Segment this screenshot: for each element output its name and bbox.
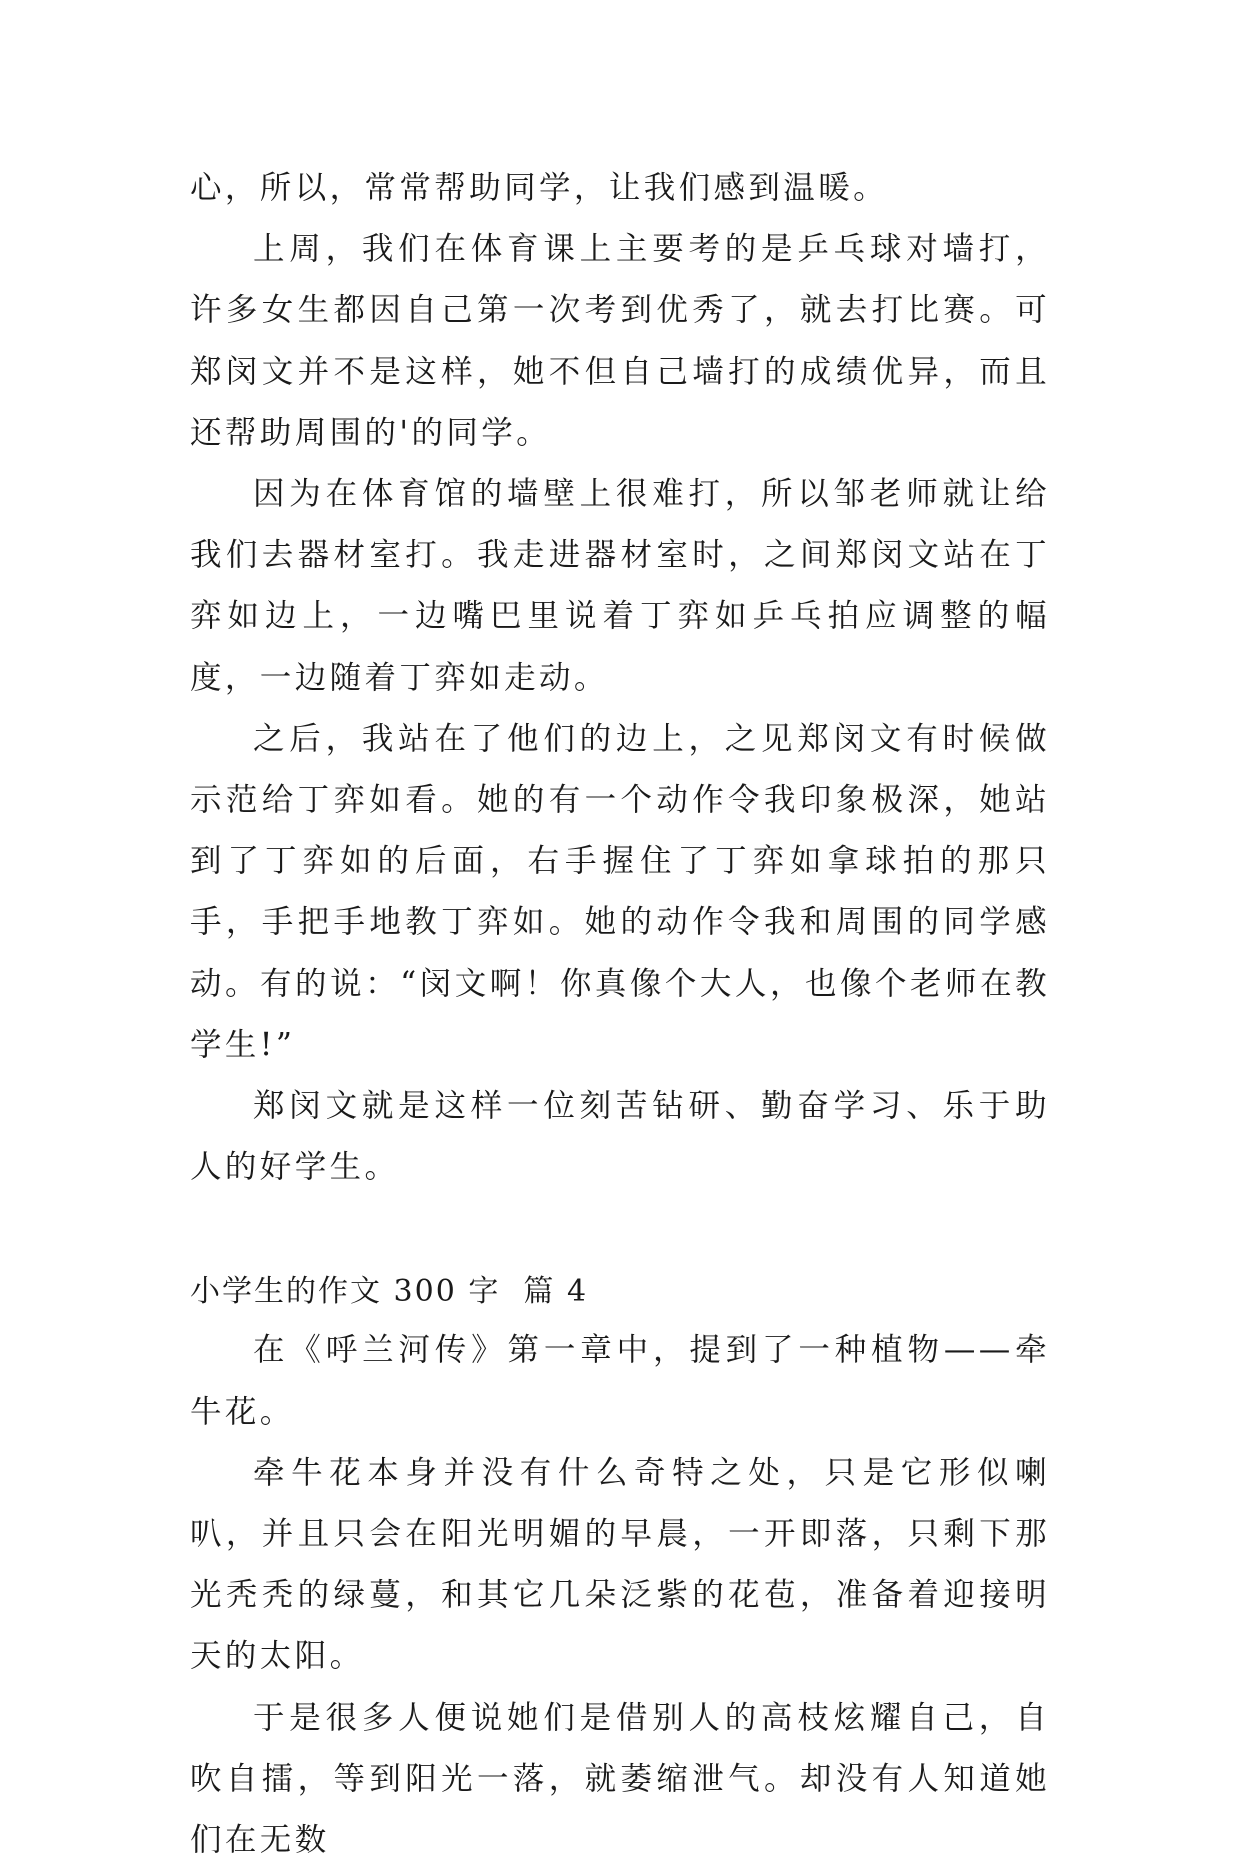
- paragraph: 在《呼兰河传》第一章中，提到了一种植物——牵牛花。: [190, 1332, 1050, 1430]
- paragraph: 上周，我们在体育课上主要考的是乒乓球对墙打，许多女生都因自己第一次考到优秀了，就去打比赛。可郑闵文并不是这样，她不但自己墙打的成绩优异，而且还帮助周围的'的同学。: [190, 231, 1050, 451]
- section-heading: 小学生的作文 300 字 篇 4: [190, 1274, 589, 1310]
- document-body: [190, 158, 1050, 1871]
- paragraph: 因为在体育馆的墙壁上很难打，所以邹老师就让给我们去器材室打。我走进器材室时，之间郑闵文站在丁弈如边上，一边嘴巴里说着丁弈如乒乓拍应调整的幅度，一边随着丁弈如走动。: [190, 476, 1050, 696]
- paragraph: 牵牛花本身并没有什么奇特之处，只是它形似喇叭，并且只会在阳光明媚的早晨，一开即落，只剩下那光秃秃的绿蔓，和其它几朵泛紫的花苞，准备着迎接明天的太阳。: [190, 1454, 1050, 1675]
- paragraph: 于是很多人便说她们是借别人的高枝炫耀自己，自吹自擂，等到阳光一落，就萎缩泄气。却没有人知道她们在无数: [190, 1699, 1050, 1859]
- paragraph: 心，所以，常常帮助同学，让我们感到温暖。: [190, 170, 889, 206]
- paragraph: 郑闵文就是这样一位刻苦钻研、勤奋学习、乐于助人的好学生。: [190, 1088, 1050, 1186]
- paragraph: 之后，我站在了他们的边上，之见郑闵文有时候做示范给丁弈如看。她的有一个动作令我印象极深，她站到了丁弈如的后面，右手握住了丁弈如拿球拍的那只手，手把手地教丁弈如。她的动作令我和周围的同学感动。有的说：“闵文啊！你真像个大人，也像个老师在教学生!”: [190, 720, 1050, 1063]
